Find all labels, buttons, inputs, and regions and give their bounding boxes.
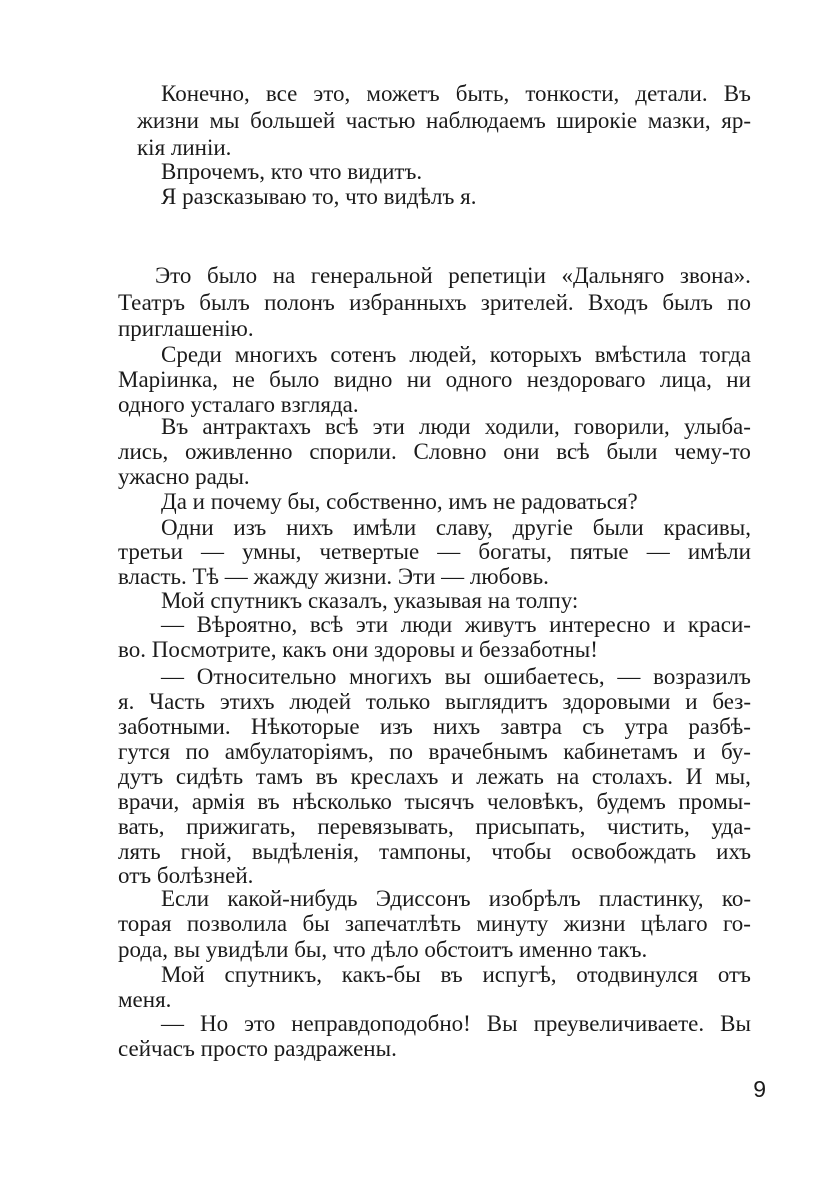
word: армія [191,789,245,814]
text-line: отъ болѣзней. [118,863,254,888]
word: всѣ [325,414,359,439]
word: былъ [199,290,250,315]
word: можетъ [366,81,440,106]
word: запечатлѣть [344,911,462,936]
word: Эдиссонъ [375,886,471,911]
text-line [118,763,751,791]
word: — [646,539,670,564]
word: и [662,612,676,637]
word: только [365,689,431,714]
text-line: Я разсказываю то, что видѣлъ я. [161,184,477,209]
word: — [201,539,224,564]
word: какой-нибудь [227,886,358,911]
word: ни [406,367,432,392]
word: богаты, [478,539,552,564]
word: утра [624,714,669,739]
text-line: приглашенію. [118,316,254,341]
word: тамъ [255,764,303,789]
word: лять [118,839,161,864]
word: быть, [455,81,510,106]
word: Часть [149,689,206,714]
word: креслахъ [350,764,439,789]
word: четвертые [319,539,420,564]
word: бы [302,911,330,936]
text-line [118,713,751,741]
text-line [161,413,751,441]
word: оживленно [185,439,293,464]
word: это, [313,81,351,106]
text-line: Впрочемъ, кто что видитъ. [161,159,423,184]
word: гной, [180,839,232,864]
word: ходили, [484,414,560,439]
word: мы, [715,764,751,789]
word: — [161,612,184,637]
word: Театръ [118,290,186,315]
word: освобождать [571,839,697,864]
text-line [118,688,751,716]
word: по [389,739,414,764]
word: въ [440,962,463,987]
word: по [185,739,210,764]
word: позволила [186,911,288,936]
word: Мой [161,962,205,987]
word: неправдоподобно! [291,1011,471,1036]
text-line [161,80,751,108]
word: детали. [635,81,708,106]
word: столахъ. [591,764,674,789]
word: имѣли [687,539,751,564]
text-line [118,538,751,566]
word: Среди [161,342,222,367]
word: тысячъ [404,789,475,814]
word: жизни [563,911,626,936]
word: зрителей. [480,290,574,315]
word: всѣ [309,612,344,637]
word: репетиціи [448,263,546,288]
word: Но [200,1011,229,1036]
word: гутся [118,739,171,764]
word: не [232,367,255,392]
text-line: ужасно рады. [118,464,250,489]
word: тогда [699,342,751,367]
word: лись, [118,439,169,464]
text-line [161,663,751,691]
word: третьи [118,539,183,564]
word: уда- [711,814,751,839]
word: одного [445,367,513,392]
word: врачи, [118,789,180,814]
word: большей [250,108,336,133]
word: и [685,689,698,714]
word: вать, [118,814,165,839]
word: антрактахъ [202,414,311,439]
word: чему-то [674,439,751,464]
word: заботными. [118,714,231,739]
word: тампоны, [379,839,472,864]
word: Нѣкоторые [250,714,360,739]
text-line [118,788,751,816]
word: — [161,664,184,689]
word: улыба- [683,414,751,439]
word: торая [118,911,172,936]
text-line [118,438,751,466]
word: и [451,764,464,789]
word: частью [345,108,416,133]
word: по [727,290,751,315]
word: всѣ [556,439,590,464]
word: нездороваго [526,367,646,392]
text-line [118,366,751,394]
word: амбулаторіямъ, [224,739,374,764]
word: широкіе [556,108,638,133]
word: человѣкъ, [486,789,584,814]
word: преувеличиваете. [533,1011,705,1036]
word: Вы [720,1011,751,1036]
word: Въ [161,414,189,439]
word: они [503,439,540,464]
word: эти [355,612,389,637]
word: возразилъ [653,664,751,689]
word: были [592,515,644,540]
word: ни [726,367,751,392]
word: умны, [242,539,302,564]
word: былъ [662,290,713,315]
word: эти [372,414,405,439]
word: Одни [161,515,214,540]
word: дутъ [118,764,164,789]
text-line: Мой спутникъ сказалъ, указывая на толпу: [161,588,579,613]
word: кабинетамъ [563,739,678,764]
word: яр- [721,108,751,133]
word: нихъ [432,714,481,739]
text-line: во. Посмотрите, какъ они здоровы и беззаботны! [118,637,598,662]
word: тонкости, [525,81,620,106]
word: испугѣ, [482,962,557,987]
word: нѣсколько [292,789,392,814]
word: «Дальняго [561,263,665,288]
word: лица, [659,367,712,392]
text-line: сейчасъ просто раздражены. [118,1036,397,1061]
page-number: 9 [753,1076,766,1102]
word: многихъ [234,342,318,367]
word: мазки, [647,108,711,133]
word: выдѣленія, [251,839,360,864]
word: изъ [233,515,267,540]
word: Входъ [587,290,649,315]
text-line: Да и почему бы, собственно, имъ не радоваться? [161,489,638,514]
word: какъ-бы [341,962,421,987]
word: ихъ [716,839,751,864]
word: здоровыми [562,689,671,714]
word: отъ [717,962,751,987]
word: — [617,664,641,689]
word: изъ [379,714,413,739]
word: перевязывать, [317,814,454,839]
word: Относительно [196,664,337,689]
word: выглядитъ [445,689,548,714]
word: Конечно, [161,81,250,106]
word: отодвинулся [576,962,699,987]
word: въ [315,764,338,789]
word: пластинку, [598,886,704,911]
text-line [137,107,751,135]
word: изобрѣлъ [488,886,581,911]
word: многихъ [349,664,432,689]
word: славу, [435,515,493,540]
word: спорили. [309,439,397,464]
text-line: одного усталаго взгляда. [118,392,359,417]
text-line [161,885,751,913]
word: минуту [476,911,549,936]
text-line: рода, вы увидѣли бы, что дѣло обстоитъ именно такъ. [118,937,648,962]
word: люди [419,414,471,439]
text-line [118,738,751,766]
word: чтобы [491,839,552,864]
text-line [161,341,751,369]
word: вмѣстила [594,342,687,367]
word: красивы, [663,515,751,540]
word: прижигать, [186,814,296,839]
word: промы- [678,789,751,814]
word: сидѣть [175,764,244,789]
word: имѣли [352,515,417,540]
word: краси- [687,612,751,637]
word: Если [161,886,210,911]
word: вы [444,664,471,689]
word: и [693,739,706,764]
word: Вы [486,1011,518,1036]
text-line [118,910,751,938]
text-line [118,813,751,841]
word: сотенъ [330,342,397,367]
word: это [244,1011,276,1036]
word: въ [257,789,280,814]
word: — [161,1011,184,1036]
word: без- [712,689,751,714]
word: нихъ [286,515,334,540]
text-line: кія линіи. [137,135,232,160]
word: жизни [137,108,199,133]
word: присыпать, [475,814,586,839]
word: видно [333,367,393,392]
word: будемъ [596,789,666,814]
word: все [265,81,298,106]
word: Это [155,263,192,288]
word: наблюдаемъ [426,108,546,133]
word: Словно [413,439,487,464]
text-line [161,1010,751,1038]
word: на [272,263,296,288]
text-line: меня. [118,987,172,1012]
word: генеральной [310,263,433,288]
word: я. [118,689,135,714]
word: завтра [500,714,562,739]
word: спутникъ, [224,962,322,987]
word: интересно [549,612,651,637]
word: живутъ [464,612,537,637]
word: звона». [679,263,751,288]
word: людей [289,689,352,714]
word: ошибаетесь, [483,664,605,689]
word: Вѣроятно, [196,612,298,637]
word: съ [582,714,605,739]
word: было [269,367,320,392]
word: люди [400,612,453,637]
word: го- [722,911,751,936]
word: — [437,539,461,564]
word: людей, [409,342,477,367]
word: пятые [570,539,629,564]
word: врачебнымъ [428,739,548,764]
word: разбѣ- [688,714,751,739]
word: бу- [720,739,751,764]
word: избранныхъ [349,290,467,315]
word: И [685,764,703,789]
word: которыхъ [489,342,582,367]
word: цѣлаго [640,911,708,936]
word: лежать [476,764,544,789]
word: на [556,764,580,789]
word: чистить, [607,814,690,839]
text-line [161,961,751,989]
text-line [155,262,751,290]
text-line [161,611,751,639]
word: мы [209,108,240,133]
word: были [606,439,658,464]
word: ко- [721,886,751,911]
word: говорили, [573,414,670,439]
word: этихъ [219,689,275,714]
word: было [207,263,258,288]
word: полонъ [264,290,335,315]
text-line [118,289,751,317]
word: Въ [723,81,751,106]
word: Маріинка, [118,367,218,392]
text-line: власть. Тѣ — жажду жизни. Эти — любовь. [118,564,549,589]
word: другіе [512,515,574,540]
